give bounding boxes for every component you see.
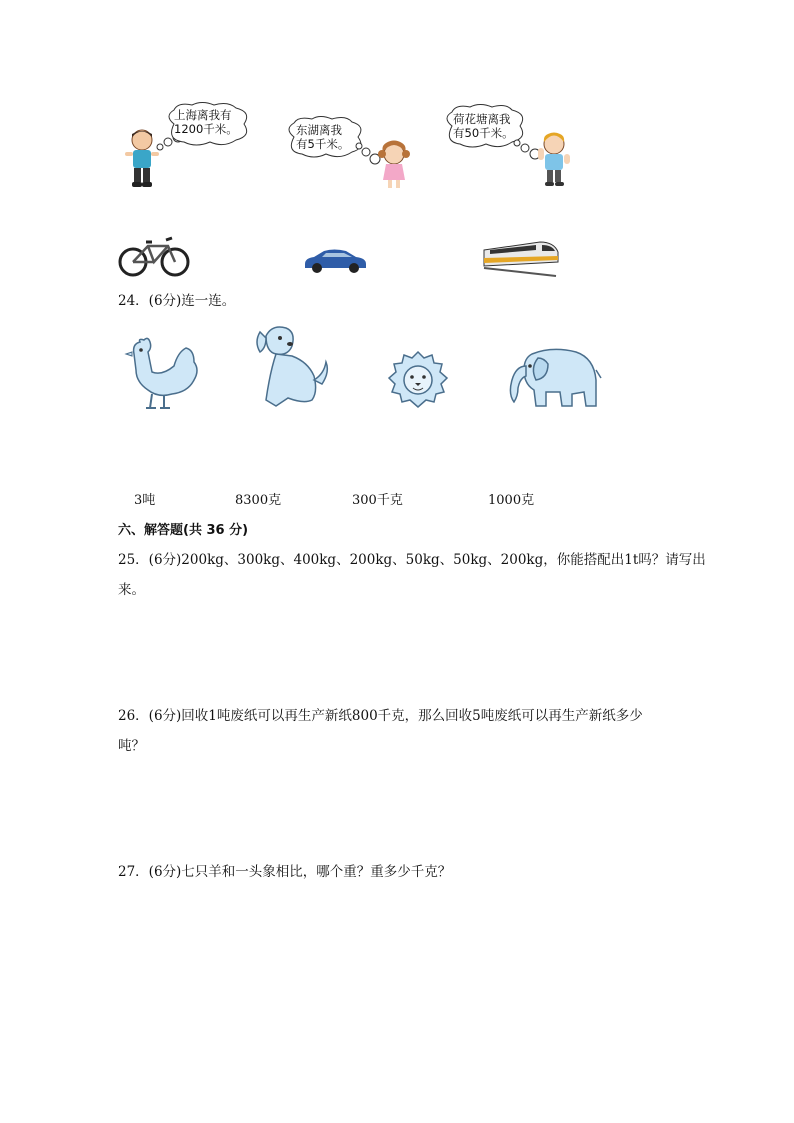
boy-waving-figure-icon	[536, 132, 572, 188]
question-25-line2: 来。	[118, 582, 145, 598]
bubble-2-line2: 有5千米。	[296, 137, 350, 151]
bubble-3-line2: 有50千米。	[453, 126, 514, 140]
bicycle-icon	[118, 232, 190, 278]
bubble-1-line1: 上海离我有	[174, 108, 232, 122]
question-24-stem: 24．(6分)连一连。	[118, 293, 236, 309]
bubble-3-line1: 荷花塘离我	[453, 112, 511, 126]
weight-option-1: 3吨	[134, 493, 156, 508]
elephant-icon	[502, 344, 602, 412]
question-26-line2: 吨？	[118, 738, 145, 754]
bubble-1-line2: 1200千米。	[174, 122, 238, 136]
train-icon	[480, 236, 562, 278]
question-27-line1: 27．(6分)七只羊和一头象相比，哪个重？重多少千克？	[118, 864, 452, 880]
lion-icon	[386, 350, 450, 410]
rooster-icon	[122, 336, 202, 412]
weight-option-4: 1000克	[488, 493, 535, 508]
weight-option-2: 8300克	[235, 493, 282, 508]
car-icon	[302, 246, 368, 274]
section-6-title: 六、解答题(共 36 分)	[118, 523, 249, 538]
question-26-line1: 26．(6分)回收1吨废纸可以再生产新纸800千克，那么回收5吨废纸可以再生产新纸多少	[118, 708, 643, 724]
weight-option-3: 300千克	[352, 493, 403, 508]
question-25-line1: 25．(6分)200kg、300kg、400kg、200kg、50kg、50kg、200kg，你能搭配出1t吗？请写出	[118, 552, 706, 568]
girl-figure-icon	[374, 140, 414, 190]
dog-icon	[252, 322, 332, 412]
bubble-2-line1: 东湖离我	[296, 123, 342, 137]
